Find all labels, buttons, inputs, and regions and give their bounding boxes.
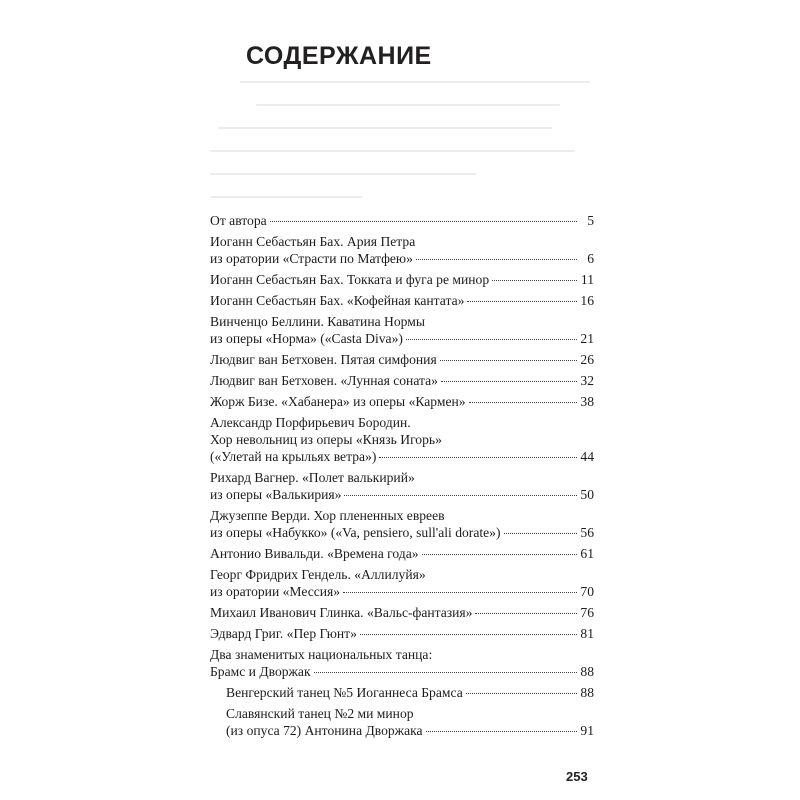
dot-leader [492, 280, 577, 281]
show-through-texture [210, 60, 590, 200]
toc-entry-text: Джузеппе Верди. Хор плененных евреев [210, 508, 445, 523]
toc-entry-text: Георг Фридрих Гендель. «Аллилуйя» [210, 567, 426, 582]
toc-entry-row [210, 212, 594, 229]
page-number: 253 [566, 769, 588, 784]
toc-entry-text: Рихард Вагнер. «Полет валькирий» [210, 470, 415, 485]
toc-subentry [210, 705, 594, 739]
toc-page-number: 21 [580, 331, 594, 346]
toc-entry [210, 351, 594, 368]
ghost-line [256, 104, 560, 106]
ghost-line [210, 150, 575, 152]
dot-leader [406, 339, 577, 340]
table-of-contents [210, 212, 594, 743]
toc-entry [210, 646, 594, 680]
dot-leader [344, 495, 577, 496]
toc-page-number: 88 [580, 685, 594, 700]
toc-entry-row [210, 393, 594, 410]
dot-leader [314, 672, 577, 673]
toc-page-number: 81 [580, 626, 594, 641]
toc-page-number: 61 [580, 546, 594, 561]
dot-leader [466, 693, 577, 694]
toc-entry-row [210, 372, 594, 389]
toc-entry [210, 414, 594, 465]
dot-leader [379, 457, 577, 458]
dot-leader [504, 533, 577, 534]
toc-entry-row [210, 250, 594, 267]
toc-entry-row [210, 292, 594, 309]
toc-entry-row [210, 583, 594, 600]
toc-page-number: 16 [580, 293, 594, 308]
toc-page-number: 70 [580, 584, 594, 599]
toc-entry [210, 212, 594, 229]
toc-entry-text: Иоганн Себастьян Бах. Ария Петра [210, 234, 416, 249]
toc-entry-text: («Улетай на крыльях ветра») [210, 449, 377, 464]
toc-entry-text: из оперы «Валькирия» [210, 487, 342, 502]
toc-entry-text: Венгерский танец №5 Иоганнеса Брамса [226, 685, 463, 700]
toc-page-number: 11 [580, 272, 594, 287]
toc-page-number: 91 [580, 723, 594, 738]
toc-entry-text: из оперы «Норма» («Casta Diva») [210, 331, 403, 346]
toc-entry-text: Антонио Вивальди. «Времена года» [210, 546, 419, 561]
toc-entry-row [210, 448, 594, 465]
toc-entry-text: Брамс и Дворжак [210, 664, 311, 679]
dot-leader [469, 402, 577, 403]
toc-entry-text: Хор невольниц из оперы «Князь Игорь» [210, 432, 442, 447]
dot-leader [440, 360, 577, 361]
toc-entry [210, 292, 594, 309]
toc-page-number: 6 [587, 251, 594, 266]
toc-entry-text: Александр Порфирьевич Бородин. [210, 415, 411, 430]
toc-entry [210, 545, 594, 562]
toc-entry-row [210, 524, 594, 541]
toc-entry-row [210, 625, 594, 642]
toc-page-number: 32 [580, 373, 594, 388]
toc-entry [210, 313, 594, 347]
toc-entry-text: Эдвард Григ. «Пер Гюнт» [210, 626, 357, 641]
toc-entry [210, 469, 594, 503]
toc-page-number: 38 [580, 394, 594, 409]
ghost-line [218, 127, 552, 129]
toc-page-number: 44 [580, 449, 594, 464]
dot-leader [426, 731, 577, 732]
ghost-line [210, 196, 362, 198]
toc-entry-row [210, 486, 594, 503]
toc-entry-row [226, 684, 594, 701]
toc-entry-row [210, 604, 594, 621]
toc-entry [210, 271, 594, 288]
dot-leader [270, 221, 577, 222]
toc-entry-row [210, 663, 594, 680]
dot-leader [416, 259, 577, 260]
toc-entry-row [210, 351, 594, 368]
ghost-line [240, 81, 590, 83]
toc-entry [210, 372, 594, 389]
toc-entry-text: из оратории «Мессия» [210, 584, 341, 599]
dot-leader [343, 592, 577, 593]
toc-entry [210, 604, 594, 621]
toc-entry-text: Иоганн Себастьян Бах. Токката и фуга ре минор [210, 272, 490, 287]
dot-leader [441, 381, 577, 382]
toc-entry-row [210, 271, 594, 288]
toc-entry-text: из оратории «Страсти по Матфею» [210, 251, 413, 266]
ghost-line [210, 173, 476, 175]
toc-entry-text: Славянский танец №2 ми минор [226, 706, 414, 721]
toc-entry-text: Иоганн Себастьян Бах. «Кофейная кантата» [210, 293, 465, 308]
toc-page-number: 26 [580, 352, 594, 367]
dot-leader [360, 634, 577, 635]
page-title: СОДЕРЖАНИЕ [246, 42, 432, 70]
toc-entry-text: Винченцо Беллини. Каватина Нормы [210, 314, 425, 329]
toc-entry-row [210, 545, 594, 562]
toc-entry-text: Людвиг ван Бетховен. Пятая симфония [210, 352, 437, 367]
dot-leader [422, 554, 577, 555]
toc-entry [210, 507, 594, 541]
toc-entry-text: (из опуса 72) Антонина Дворжака [226, 723, 423, 738]
toc-subentry [210, 684, 594, 701]
toc-entry-text: Два знаменитых национальных танца: [210, 647, 433, 662]
toc-entry-text: Жорж Бизе. «Хабанера» из оперы «Кармен» [210, 394, 466, 409]
toc-page-number: 88 [580, 664, 594, 679]
toc-page-number: 76 [580, 605, 594, 620]
toc-entry [210, 393, 594, 410]
dot-leader [475, 613, 577, 614]
toc-entry-row [226, 722, 594, 739]
toc-entry [210, 566, 594, 600]
toc-entry-text: От автора [210, 213, 267, 228]
toc-entry-text: Людвиг ван Бетховен. «Лунная соната» [210, 373, 438, 388]
toc-page-number: 5 [587, 213, 594, 228]
toc-entry-row [210, 330, 594, 347]
toc-entry-text: из оперы «Набукко» («Va, pensiero, sull'ali dorate») [210, 525, 501, 540]
toc-entry-text: Михаил Иванович Глинка. «Вальс-фантазия» [210, 605, 473, 620]
toc-entry [210, 625, 594, 642]
toc-entry [210, 233, 594, 267]
toc-page-number: 56 [580, 525, 594, 540]
dot-leader [467, 301, 577, 302]
toc-page-number: 50 [580, 487, 594, 502]
